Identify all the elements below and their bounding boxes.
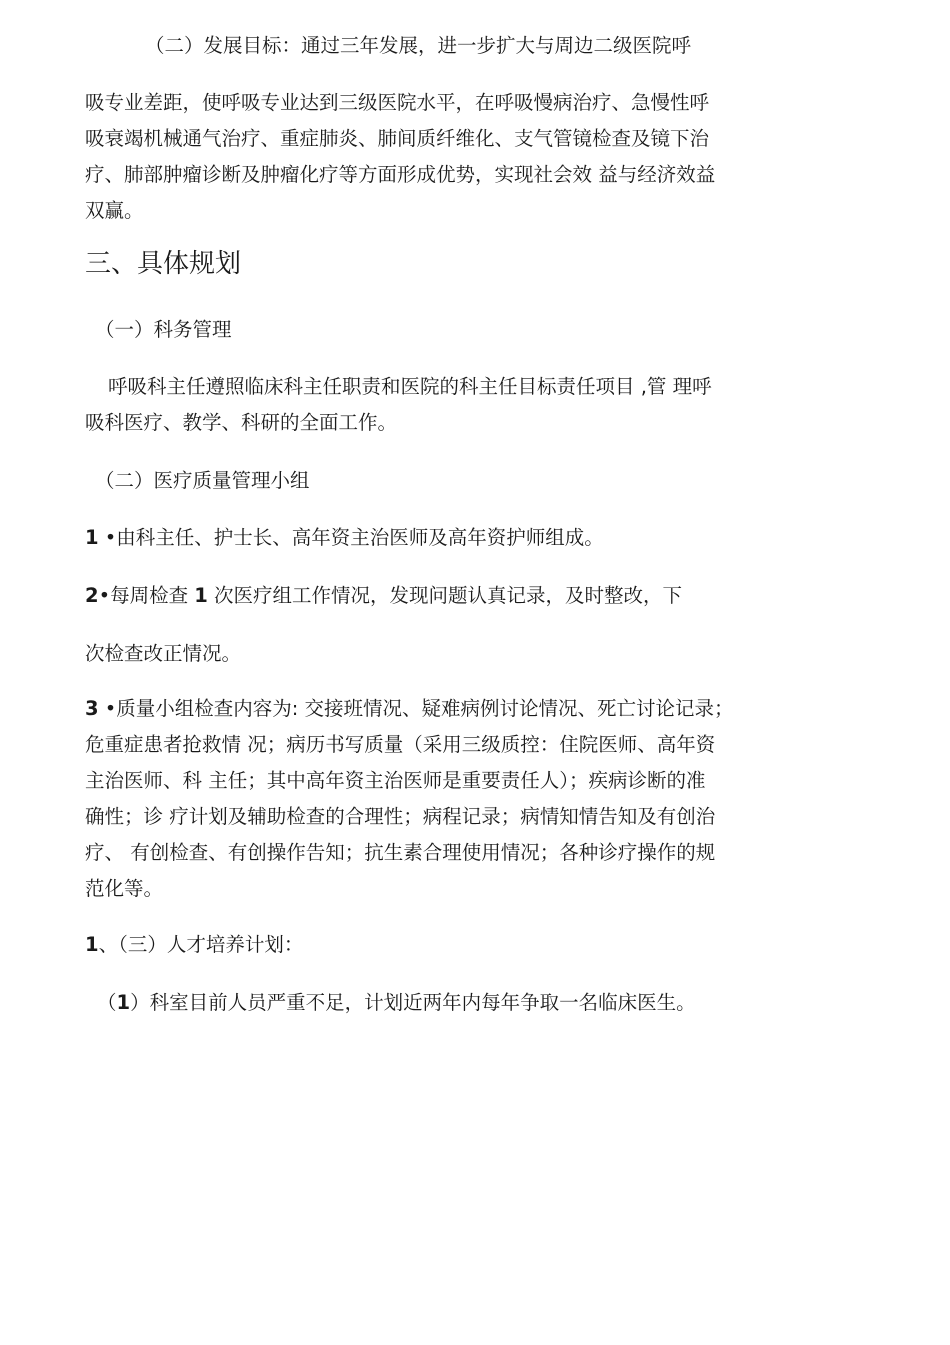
open-paren: （	[97, 991, 117, 1014]
item-number: 1	[116, 991, 131, 1014]
heading-text: 、（三）人才培养计划：	[98, 933, 304, 956]
talent-heading	[85, 932, 303, 958]
goal-line-5: 双赢。	[85, 199, 144, 222]
quality-item-2-continued: 次检查改正情况。	[85, 642, 242, 665]
quality-item-3-line-6: 范化等。	[85, 877, 164, 900]
item-number: 3	[85, 697, 99, 720]
quality-item-3-line-5: 疗、 有创检查、有创操作告知；抗生素合理使用情况；各种诊疗操作的规	[85, 841, 716, 864]
quality-item-3-line-2: 危重症患者抢救情 况；病历书写质量（采用三级质控：住院医师、高年资	[85, 733, 716, 756]
talent-item-1	[97, 990, 696, 1016]
item-text: •每周检查	[98, 584, 195, 607]
management-line-2: 吸科医疗、教学、科研的全面工作。	[85, 411, 398, 434]
item-text: 次医疗组工作情况，发现问题认真记录，及时整改，下	[207, 584, 683, 607]
item-text: ）科室目前人员严重不足，计划近两年内每年争取一名临床医生。	[130, 991, 696, 1014]
item-number: 2	[85, 584, 99, 607]
goal-line-3: 吸衰竭机械通气治疗、重症肺炎、肺间质纤维化、支气管镜检查及镜下治	[85, 127, 710, 150]
quality-item-3-line-4: 确性；诊 疗计划及辅助检查的合理性；病程记录；病情知情告知及有创治	[85, 805, 716, 828]
goal-line-4: 疗、肺部肿瘤诊断及肿瘤化疗等方面形成优势，实现社会效 益与经济效益	[85, 163, 716, 186]
item-text: •由科主任、护士长、高年资主治医师及高年资护师组成。	[98, 526, 604, 549]
management-heading: （一）科务管理	[95, 318, 232, 341]
management-line-1: 呼吸科主任遵照临床科主任职责和医院的科主任目标责任项目 ,管 理呼	[108, 375, 712, 398]
quality-heading: （二）医疗质量管理小组	[95, 469, 310, 492]
quality-item-3-line-3: 主治医师、科 主任；其中高年资主治医师是重要责任人）；疾病诊断的准	[85, 769, 706, 792]
item-text: •质量小组检查内容为: 交接班情况、疑难病例讨论情况、死亡讨论记录；	[98, 697, 734, 720]
goal-line-2: 吸专业差距，使呼吸专业达到三级医院水平，在呼吸慢病治疗、急慢性呼	[85, 91, 710, 114]
section-heading: 三、具体规划	[85, 249, 242, 279]
item-number: 1	[85, 526, 99, 549]
goal-line-1: （二）发展目标：通过三年发展，进一步扩大与周边二级医院呼	[145, 34, 692, 57]
inline-number: 1	[194, 584, 208, 607]
quality-item-3	[85, 696, 734, 722]
item-number: 1	[85, 933, 99, 956]
quality-item-2	[85, 583, 682, 609]
quality-item-1	[85, 525, 604, 551]
